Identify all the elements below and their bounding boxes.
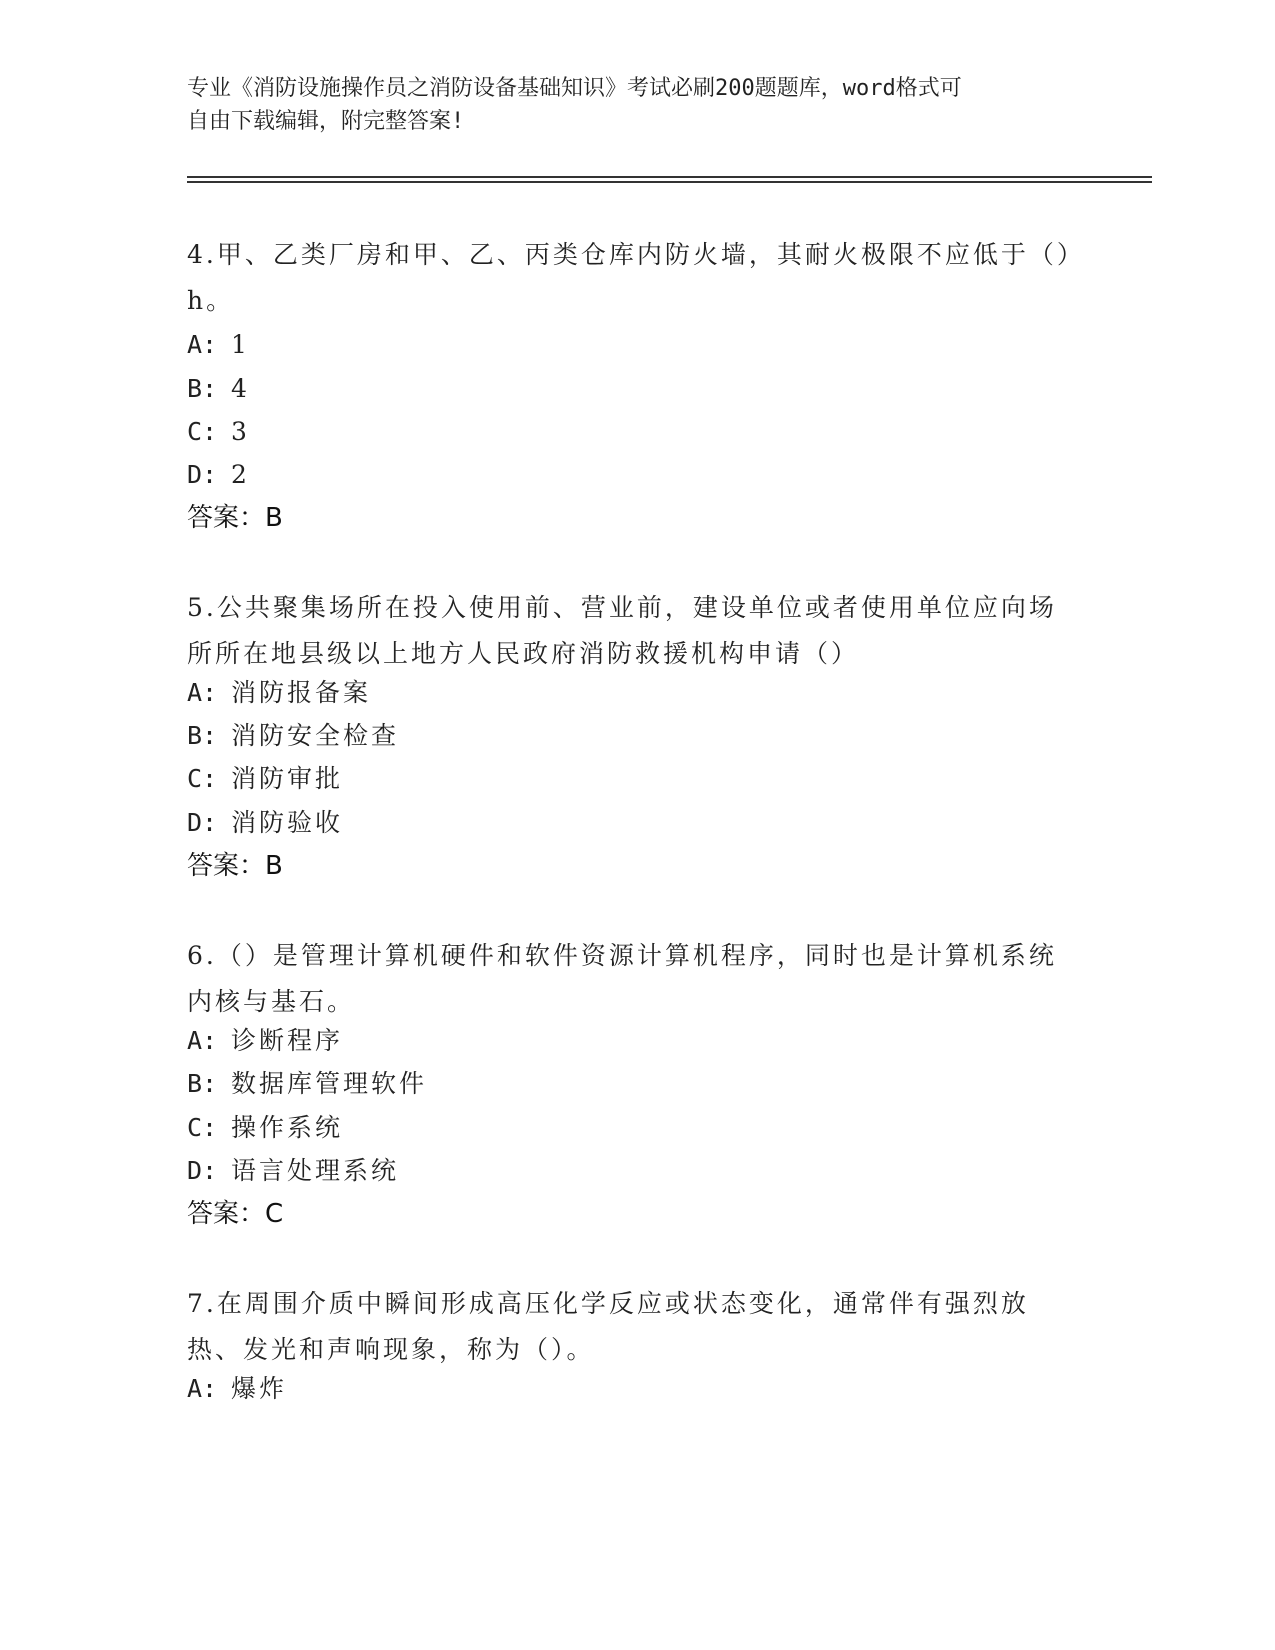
option-text: 消防报备案 bbox=[231, 678, 372, 707]
option-letter: C: bbox=[187, 417, 218, 446]
question-text: 7.在周围介质中瞬间形成高压化学反应或状态变化，通常伴有强烈放热、发光和声响现象，称为（）。 bbox=[187, 1289, 1029, 1364]
option-text: 操作系统 bbox=[231, 1113, 344, 1142]
option-b bbox=[187, 716, 399, 756]
option-text: 消防安全检查 bbox=[231, 721, 400, 750]
option-letter: A: bbox=[187, 330, 218, 359]
option-letter: A: bbox=[187, 1026, 218, 1055]
option-text: 2 bbox=[231, 460, 250, 489]
option-letter: B: bbox=[187, 721, 218, 750]
header-line-2: 自由下载编辑，附完整答案! bbox=[187, 109, 465, 134]
option-text: 1 bbox=[231, 330, 250, 359]
option-text: 消防审批 bbox=[231, 764, 344, 793]
option-letter: C: bbox=[187, 1113, 218, 1142]
option-text: 4 bbox=[231, 374, 250, 403]
header-line-1: 专业《消防设施操作员之消防设备基础知识》考试必刷200题题库，word格式可 bbox=[187, 76, 962, 101]
question-text: 5.公共聚集场所在投入使用前、营业前，建设单位或者使用单位应向场所所在地县级以上地方人民政府消防救援机构申请（） bbox=[187, 593, 1057, 668]
option-letter: D: bbox=[187, 460, 218, 489]
option-letter: D: bbox=[187, 808, 218, 837]
option-letter: D: bbox=[187, 1156, 218, 1185]
option-text: 3 bbox=[231, 417, 250, 446]
option-letter: A: bbox=[187, 678, 218, 707]
answer-label: 答案：B bbox=[187, 851, 283, 881]
option-a bbox=[187, 325, 250, 365]
question-text: 4.甲、乙类厂房和甲、乙、丙类仓库内防火墙，其耐火极限不应低于（）h。 bbox=[187, 240, 1073, 315]
option-c bbox=[187, 412, 250, 452]
option-letter: A: bbox=[187, 1374, 218, 1403]
option-a bbox=[187, 1369, 287, 1409]
header-divider-top bbox=[187, 176, 1152, 178]
option-letter: B: bbox=[187, 1069, 218, 1098]
option-letter: C: bbox=[187, 764, 218, 793]
answer-label: 答案：C bbox=[187, 1199, 284, 1229]
option-b bbox=[187, 369, 250, 409]
option-text: 数据库管理软件 bbox=[231, 1069, 428, 1098]
option-d bbox=[187, 803, 343, 843]
option-text: 爆炸 bbox=[231, 1374, 288, 1403]
document-header bbox=[187, 72, 1067, 138]
option-c bbox=[187, 1108, 343, 1148]
option-a bbox=[187, 1021, 343, 1061]
header-divider-bottom bbox=[187, 181, 1152, 183]
option-d bbox=[187, 1151, 399, 1191]
option-c bbox=[187, 759, 343, 799]
option-text: 消防验收 bbox=[231, 808, 344, 837]
option-text: 诊断程序 bbox=[231, 1026, 344, 1055]
option-text: 语言处理系统 bbox=[231, 1156, 400, 1185]
option-d bbox=[187, 455, 250, 495]
option-a bbox=[187, 673, 371, 713]
answer-label: 答案：B bbox=[187, 503, 283, 533]
question-text: 6.（）是管理计算机硬件和软件资源计算机程序，同时也是计算机系统内核与基石。 bbox=[187, 941, 1057, 1016]
option-b bbox=[187, 1064, 427, 1104]
option-letter: B: bbox=[187, 374, 218, 403]
